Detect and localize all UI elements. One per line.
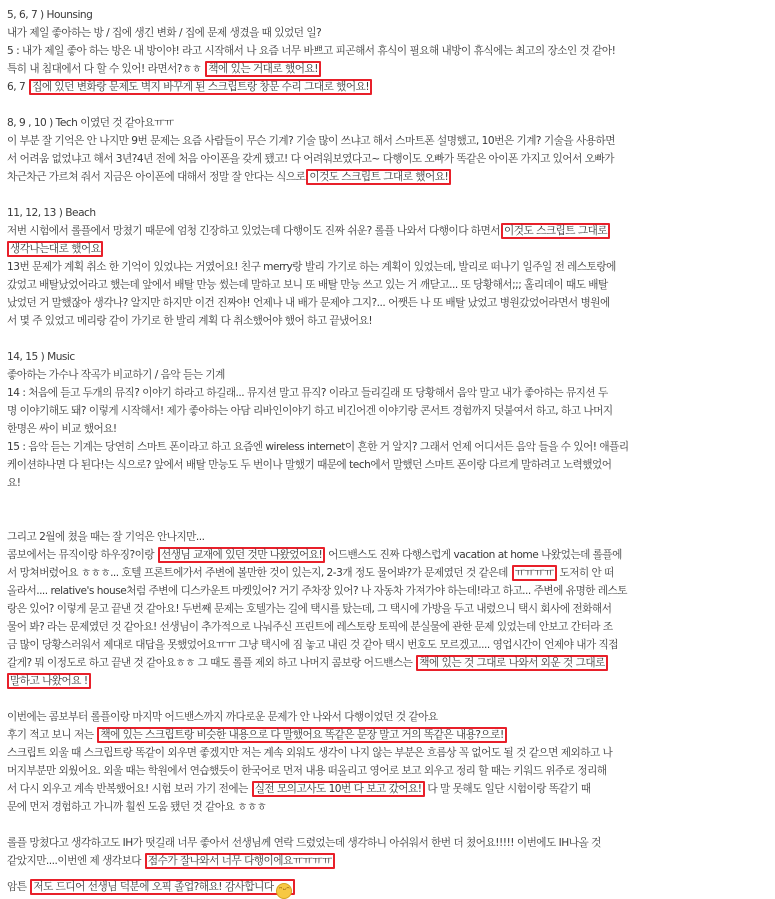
music-line-6: 케이션하나면 다 된다!는 식으로? 앞에서 배탈 만능도 두 번이나 말했기 때문에 tech에서 말했던 스마트 폰이랑 다르게 말하려고 노력했었어 <box>7 459 612 471</box>
feb-line-6: 물어 봐? 라는 문제였던 것 같아요! 선생님이 추가적으로 나눠주신 프린트에 레스토랑 토픽에 분실물에 관한 문제 있었는데 안보고 간터라 조 <box>7 621 613 633</box>
feb-line-7: 금 많이 당황스러워서 제대로 대답을 못했었어요ㅠㅠ 그냥 택시에 짐 놓고 내린 것 같아 택시 번호도 모르겠고.... 영업시간이 언제야 내가 직접 <box>7 639 619 651</box>
this-time-line-6: 문에 먼저 경험하고 가니까 훨씬 도움 됐던 것 같아요 ㅎㅎㅎ <box>7 801 267 813</box>
highlight-box: 이것도 스크립트 그대로 했어요! <box>306 169 451 185</box>
highlight-box: 선생님 교재에 있던 것만 나왔었어요! <box>158 547 325 563</box>
this-time-line-3: 스크립트 외울 때 스크립트랑 똑같이 외우면 좋겠지만 저는 계속 외워도 생각이 나지 않는 부분은 흐름상 꼭 없어도 될 것 같으면 제외하고 나 <box>7 747 613 759</box>
highlight-box: 말하고 나왔어요 ! <box>7 673 91 689</box>
this-time-line-1: 이번에는 콤보부터 롤플이랑 마지막 어드밴스까지 까다로운 문제가 안 나와서 다행이었던 것 같아요 <box>7 711 438 723</box>
beach-line-2 <box>7 240 767 258</box>
music-line-4: 한명은 싸이 비교 했어요! <box>7 423 117 435</box>
beach-heading: 11, 12, 13 ) Beach <box>7 207 96 219</box>
highlight-box: ㅠㅠㅠㅠ <box>512 565 557 581</box>
music-line-7: 요! <box>7 477 21 489</box>
beach-line-5: 났었던 거 말했잖아 생각나? 알지만 하지만 이건 진짜야! 언제나 내 배가 문제야 그지?... 어쨋든 나 또 배탈 났었고 병원갔었어라면서 병원에 <box>7 297 610 309</box>
beach-line-4: 갔었고 배탈났었어라고 했는데 앞에서 배탈 만능 썼는데 말하고 보니 또 배탈 만능 쓰고 있는 거 깨닫고... 또 당황해서;;; 홀리데이 때도 배탈 <box>7 279 608 291</box>
feb-line-2-text: 콤보에서는 뮤직이랑 하우징?이랑 <box>7 549 157 561</box>
highlight-box: 이것도 스크립트 그대로 <box>501 223 610 239</box>
feb-line-8 <box>7 654 767 672</box>
this-time-line-2-text: 후기 적고 보니 저는 <box>7 729 97 741</box>
feb-line-3 <box>7 564 767 582</box>
highlight-box: 책에 있는 것 그대로 나와서 외운 것 그대로 <box>416 655 608 671</box>
music-line-3: 명 이야기해도 돼? 이렇게 시작해서! 제가 좋아하는 아담 리바인이야기 하고 비긴어겐 이야기랑 콘서트 경험까지 덧붙여서 하고, 하고 나머지 <box>7 405 613 417</box>
housing-line-4 <box>7 78 767 96</box>
this-time-line-2 <box>7 726 767 744</box>
music-line-1: 좋아하는 가수나 작곡가 비교하기 / 음악 듣는 기계 <box>7 369 225 381</box>
tech-heading: 8, 9 , 10 ) Tech 이였던 것 같아요ㅠㅠ <box>7 117 174 129</box>
ending-highlight-text: 저도 드디어 선생님 덕분에 오픽 졸업?해요! 감사합니다 <box>33 881 277 893</box>
this-time-line-4: 머지부분만 외웠어요. 외울 때는 학원에서 연습했듯이 한국어로 먼저 내용 떠올리고 영어로 보고 외우고 정리 할 때는 키워드 위주로 정리해 <box>7 765 607 777</box>
smiley-face-icon: ᵔᵕᵔ <box>276 883 292 899</box>
housing-line-1: 내가 제일 좋아하는 방 / 집에 생긴 변화 / 집에 문제 생겼을 때 있었던 일? <box>7 27 322 39</box>
highlight-box <box>30 879 295 895</box>
beach-line-1 <box>7 222 767 240</box>
feb-line-3-rest: 도저히 안 떠 <box>556 567 614 579</box>
feb-line-4: 올라서.... relative's house처럼 주변에 디스카운트 마켓있어? 거기 주차장 있어? 나 자동차 가져가야 하는데!라고 하고... 주변에 유명한 레스토 <box>7 585 627 597</box>
beach-line-6: 서 몇 주 있었고 메리랑 같이 가기로 한 발리 계획 다 취소했어야 했어 하고 끝냈어요! <box>7 315 373 327</box>
this-time-line-5 <box>7 780 767 798</box>
music-heading: 14, 15 ) Music <box>7 351 75 363</box>
highlight-box: 책에 있는 거대로 했어요! <box>205 61 321 77</box>
tech-line-3-text: 차근차근 가르쳐 줘서 지금은 아이폰에 대해서 정말 잘 안다는 식으로 <box>7 171 306 183</box>
feb-line-3-text: 서 망쳐버렸어요 ㅎㅎㅎ... 호텔 프론트에가서 주변에 볼만한 것이 있는지, 2-3개 정도 물어봐?가 문제였던 것 같은데 <box>7 567 511 579</box>
highlight-box: 생각나는대로 했어요 <box>7 241 103 257</box>
highlight-box: 책에 있는 스크립트랑 비슷한 내용으로 다 말했어요 똑같은 문장 말고 거의 똑같은 내용?으로! <box>97 727 506 743</box>
tech-line-1: 이 부분 잘 기억은 안 나지만 9번 문제는 요즘 사람들이 무슨 기계? 기술 많이 쓰냐고 해서 스마트폰 설명했고, 10번은 기계? 기술을 사용하면 <box>7 135 615 147</box>
feb-line-8-text: 갈게? 뭐 이정도로 하고 끝낸 것 같아요ㅎㅎ 그 때도 롤플 제외 하고 나머지 콤보랑 어드밴스는 <box>7 657 416 669</box>
housing-line-3-text: 특히 내 침대에서 다 할 수 있어! 라면서?ㅎㅎ <box>7 63 205 75</box>
feb-line-9 <box>7 672 767 690</box>
ending-line-3 <box>7 878 767 899</box>
ending-line-3-text: 암튼 <box>7 881 30 893</box>
tech-line-3 <box>7 168 767 186</box>
highlight-box: 점수가 잘나와서 너무 다행이에요ㅠㅠㅠㅠ <box>145 853 335 869</box>
housing-line-3 <box>7 60 767 78</box>
ending-line-2-text: 같았지만....이번엔 제 생각보다 <box>7 855 144 867</box>
ending-line-2 <box>7 852 767 870</box>
review-document <box>7 6 767 899</box>
feb-line-2 <box>7 546 767 564</box>
feb-line-5: 랑은 있어? 이렇게 묻고 끝낸 것 같아요! 두번째 문제는 호텔가는 길에 택시를 탔는데, 그 택시에 가방을 두고 내렸으니 택시 회사에 전화해서 <box>7 603 612 615</box>
highlight-box: 실전 모의고사도 10번 다 보고 갔어요! <box>252 781 425 797</box>
music-line-2: 14 : 처음에 듣고 두개의 뮤직? 이야기 하라고 하길래... 뮤지션 말고 뮤직? 이라고 들리길래 또 당황해서 음악 말고 내가 좋아하는 뮤지션 두 <box>7 387 608 399</box>
this-time-line-5-rest: 다 말 못해도 일단 시험이랑 똑같기 때 <box>424 783 591 795</box>
highlight-box: 집에 있던 변화랑 문제도 벽지 바꾸게 된 스크립트랑 창문 수리 그대로 했어요! <box>29 79 372 95</box>
this-time-line-5-text: 서 다시 외우고 계속 반복했어요! 시험 보러 가기 전에는 <box>7 783 251 795</box>
housing-line-2: 5 : 내가 제일 좋아 하는 방은 내 방이야! 라고 시작해서 나 요즘 너무 바쁘고 피곤해서 휴식이 필요해 내방이 휴식에는 최고의 장소인 것 같아! <box>7 45 616 57</box>
music-line-5: 15 : 음악 듣는 기계는 당연히 스마트 폰이라고 하고 요즘엔 wireless internet이 흔한 거 알지? 그래서 언제 어디서든 음악 들을 수 있어! 애플리 <box>7 441 629 453</box>
feb-line-1: 그리고 2월에 쳤을 때는 잘 기억은 안나지만... <box>7 531 205 543</box>
beach-line-3: 13번 문제가 계획 취소 한 기억이 있었냐는 거였어요! 친구 merry랑 발리 가기로 하는 계획이 있었는데, 발리로 떠나기 일주일 전 레스토랑에 <box>7 261 616 273</box>
beach-line-1-text: 저번 시험에서 롤플에서 망쳤기 때문에 엄청 긴장하고 있었는데 다행이도 진짜 쉬운? 롤플 나와서 다행이다 하면서 <box>7 225 501 237</box>
tech-line-2: 서 어려움 없었냐고 해서 3년?4년 전에 처음 아이폰을 갖게 됐고! 다 어려워보였다고~ 다행이도 오빠가 똑같은 아이폰 가지고 있어서 오빠가 <box>7 153 614 165</box>
housing-heading: 5, 6, 7 ) Hounsing <box>7 9 93 21</box>
housing-line-4-text: 6, 7 <box>7 81 29 93</box>
feb-line-2-rest: 어드밴스도 진짜 다행스럽게 vacation at home 나왔었는데 롤플에 <box>325 549 622 561</box>
ending-line-1: 롤플 망쳤다고 생각하고도 IH가 떳길래 너무 좋아서 선생님께 연락 드렸었는데 생각하니 아쉬워서 한번 더 쳤어요!!!!! 이번에도 IH나올 것 <box>7 837 601 849</box>
